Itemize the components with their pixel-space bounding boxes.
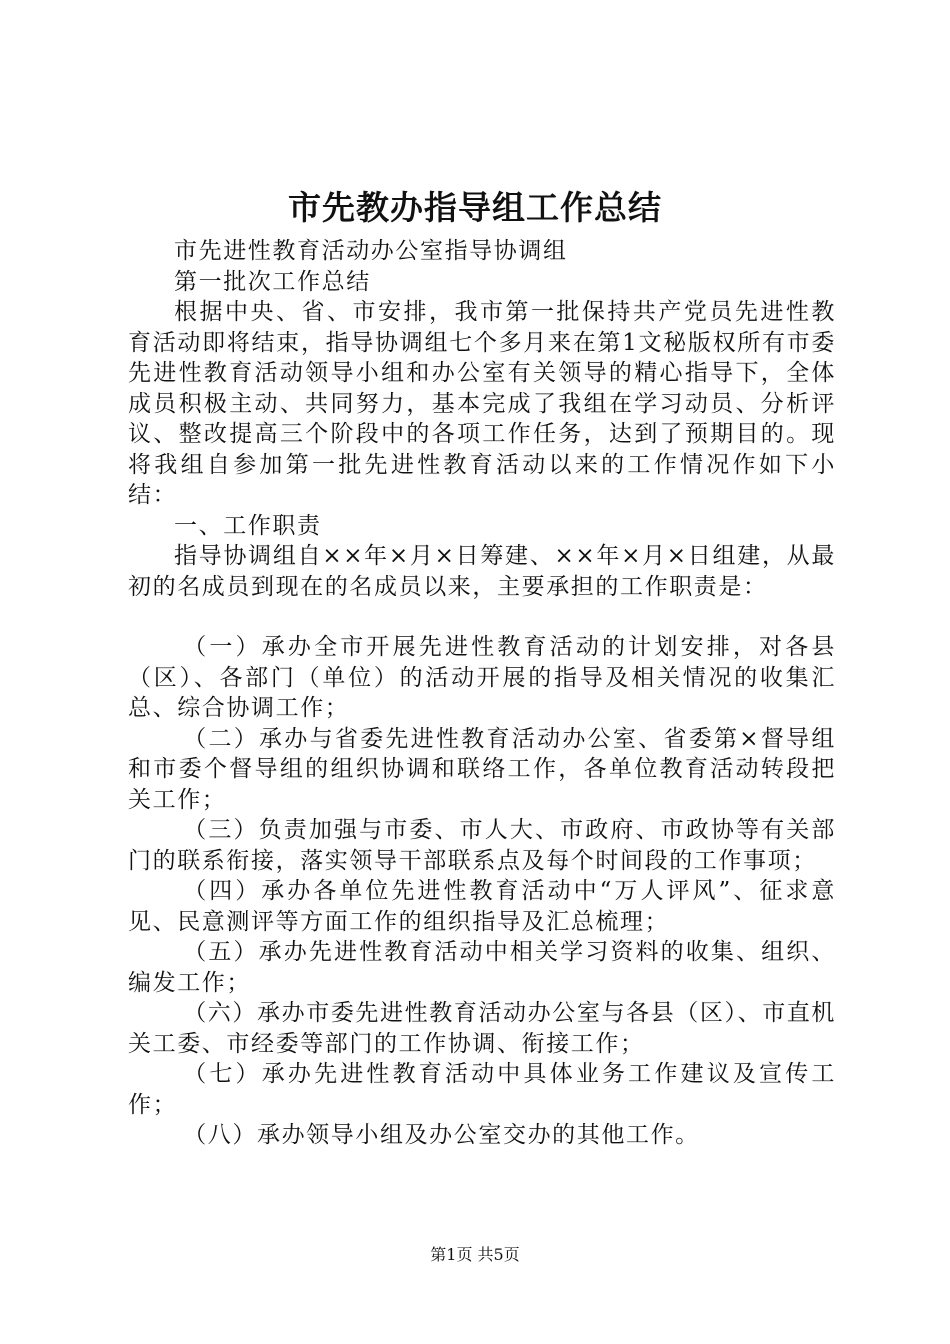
duty-item-1: （一）承办全市开展先进性教育活动的计划安排，对各县（区）、各部门（单位）的活动开展的指导及相关情况的收集汇总、综合协调工作； — [128, 634, 836, 721]
subtitle-line-2: 第一批次工作总结 — [174, 268, 371, 295]
page-footer: 第1页 共5页 — [430, 1245, 520, 1264]
duty-item-6: （六）承办市委先进性教育活动办公室与各县（区）、市直机关工委、市经委等部门的工作协调、衔接工作； — [128, 1000, 836, 1057]
duty-item-5: （五）承办先进性教育活动中相关学习资料的收集、组织、编发工作； — [128, 939, 836, 996]
document-title: 市先教办指导组工作总结 — [288, 188, 662, 227]
intro-paragraph: 根据中央、省、市安排，我市第一批保持共产党员先进性教育活动即将结束，指导协调组七个多月来在第1文秘版权所有市委先进性教育活动领导小组和办公室有关领导的精心指导下，全体成员积极主动、共同努力，基本完成了我组在学习动员、分析评议、整改提高三个阶段中的各项工作任务，达到了预期目的。现将我组自参加第一批先进性教育活动以来的工作情况作如下小结： — [128, 299, 836, 508]
duty-item-2: （二）承办与省委先进性教育活动办公室、省委第×督导组和市委个督导组的组织协调和联络工作，各单位教育活动转段把关工作； — [128, 725, 836, 813]
subtitle-line-1: 市先进性教育活动办公室指导协调组 — [174, 238, 568, 264]
duty-item-7: （七）承办先进性教育活动中具体业务工作建议及宣传工作； — [128, 1061, 836, 1118]
document-body — [128, 236, 836, 1151]
duties-intro-paragraph: 指导协调组自××年×月×日筹建、××年×月×日组建，从最初的名成员到现在的名成员以来，主要承担的工作职责是： — [128, 543, 836, 600]
duty-item-4: （四）承办各单位先进性教育活动中“万人评风”、征求意见、民意测评等方面工作的组织指导及汇总梳理； — [128, 878, 836, 935]
duty-item-3: （三）负责加强与市委、市人大、市政府、市政协等有关部门的联系衔接，落实领导干部联系点及每个时间段的工作事项； — [128, 817, 836, 874]
section-heading: 一、工作职责 — [174, 512, 322, 539]
duty-item-8: （八）承办领导小组及办公室交办的其他工作。 — [183, 1122, 700, 1148]
